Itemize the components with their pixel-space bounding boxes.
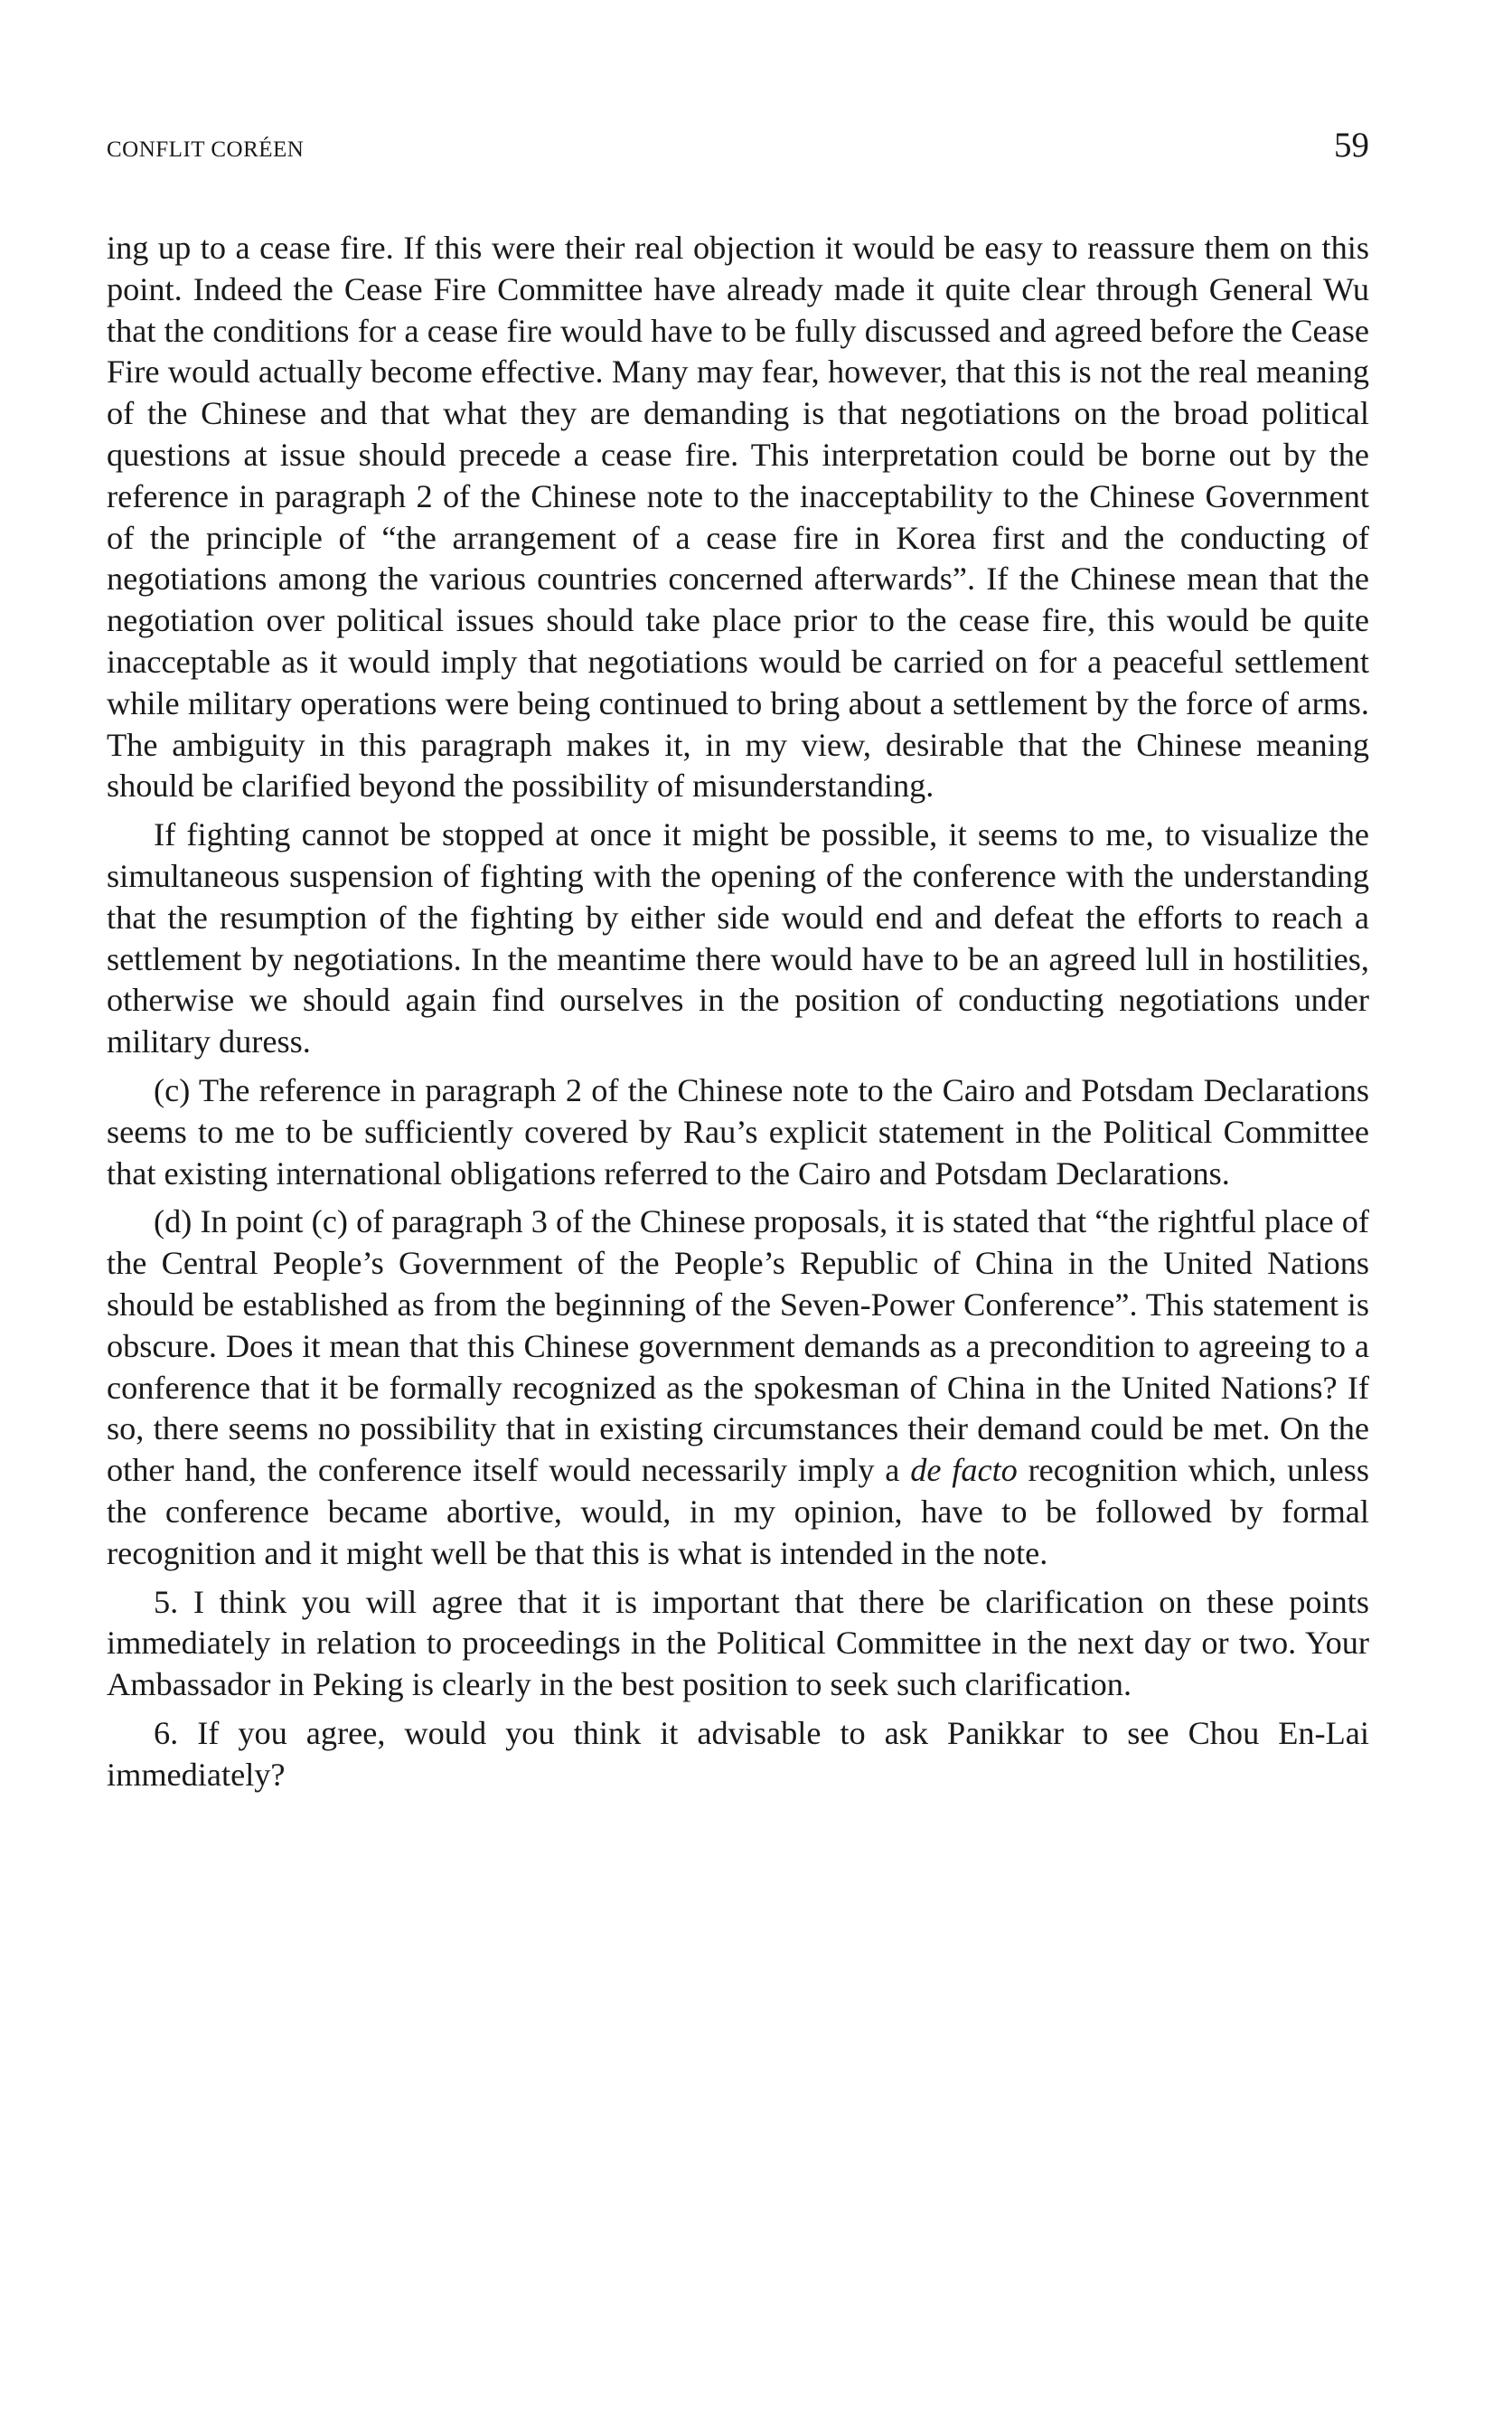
paragraph-point-6: 6. If you agree, would you think it advisable to ask Panikkar to see Chou En-Lai immediately? (107, 1714, 1369, 1793)
paragraph-rightful-place (107, 1201, 1369, 1574)
page-number: 59 (1334, 126, 1369, 165)
paragraph-point-5: 5. I think you will agree that it is important that there be clarification on these points immediately in relation to proceedings in the Political Committee in the next day or two. Your Ambassador in Peking is clearly in the best position to seek such clarification. (107, 1583, 1369, 1703)
paragraph-rightful-place-italic: de facto (910, 1452, 1018, 1489)
paragraph-fighting-suspension: If fighting cannot be stopped at once it might be possible, it seems to me, to visualize the simultaneous suspension of fighting with the opening of the conference with the understanding that the resumption of the fighting by either side would end and defeat the efforts to reach a settlement by negotiations. In the meantime there would have to be an agreed lull in hostilities, otherwise we should again find ourselves in the position of conducting negotiations under military duress. (107, 816, 1369, 1060)
paragraph-cairo-potsdam: (c) The reference in paragraph 2 of the Chinese note to the Cairo and Potsdam Declarations seems to me to be sufficiently covered by Rau’s explicit statement in the Political Committee that existing international obligations referred to the Cairo and Potsdam Declarations. (107, 1071, 1369, 1192)
running-title: CONFLIT CORÉEN (107, 137, 305, 162)
paragraph-rightful-place-text-2: recognition which, unless the conference became abortive, would, in my opinion, have to be followed by formal recognition and it might well be that this is what is intended in the note. (107, 1452, 1369, 1571)
paragraph-rightful-place-text-1: (d) In point (c) of paragraph 3 of the Chinese proposals, it is stated that “the rightful place of the Central People’s Government of the People’s Republic of China in the United Nations should be established as from the beginning of the Seven-Power Conference”. This statement is obscure. Does it mean that this Chinese government demands as a precondition to agreeing to a conference that it be formally recognized as the spokesman of China in the United Nations? If so, there seems no possibility that in existing circumstances their demand could be met. On the other hand, the conference itself would necessarily imply a (107, 1203, 1369, 1489)
paragraph-continuation: ing up to a cease fire. If this were their real objection it would be easy to reassure them on this point. Indeed the Cease Fire Committee have already made it quite clear through General Wu that the conditions for a cease fire would have to be fully discussed and agreed before the Cease Fire would actually become effective. Many may fear, however, that this is not the real meaning of the Chinese and that what they are demanding is that negotiations on the broad political questions at issue should precede a cease fire. This interpretation could be borne out by the reference in paragraph 2 of the Chinese note to the inacceptability to the Chinese Government of the principle of “the arrangement of a cease fire in Korea first and the conducting of negotiations among the various countries concerned afterwards”. If the Chinese mean that the negotiation over political issues should take place prior to the cease fire, this would be quite inacceptable as it would imply that negotiations would be carried on for a peaceful settlement while military operations were being continued to bring about a settlement by the force of arms. The ambiguity in this paragraph makes it, in my view, desirable that the Chinese meaning should be clarified beyond the possibility of misunderstanding. (107, 230, 1369, 805)
running-head (107, 125, 1369, 168)
body-text (107, 228, 1369, 1803)
